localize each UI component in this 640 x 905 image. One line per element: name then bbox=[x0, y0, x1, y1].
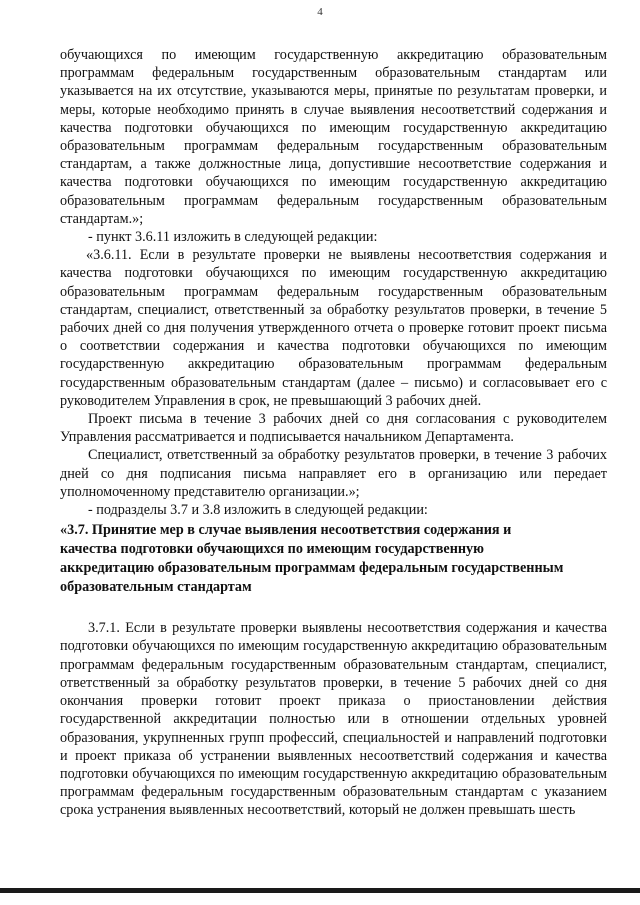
paragraph-3-7-1: 3.7.1. Если в результате проверки выявлены несоответствия содержания и качества подготовки обучающихся по имеющим государственную аккредитацию образовательным программам федеральным государственным образовательным стандартам, специалист, ответственный за обработку результатов проверки, в течение 5 рабочих дней со дня окончания проверки готовит проект приказа о приостановлении действия государственной аккредитации полностью или в отношении отдельных уровней образования, укрупненных групп профессий, специальностей и направлений подготовки и проект приказа об устранении выявленных несоответствий содержания и качества подготовки обучающихся по имеющим государственную аккредитацию образовательным программам федеральным государственным образовательным стандартам с указанием срока устранения выявленных несоответствий, который не должен превышать шесть bbox=[60, 620, 607, 819]
heading-line: качества подготовки обучающихся по имеющим государственную bbox=[60, 541, 484, 558]
heading-line: образовательным стандартам bbox=[60, 579, 252, 596]
paragraph-3-6-11: «3.6.11. Если в результате проверки не выявлены несоответствия содержания и качества подготовки обучающихся по имеющим государственную аккредитацию образовательным программам федеральным государственным образовательным стандартам, специалист, ответственный за обработку результатов проверки, в течение 5 рабочих дней со дня получения утвержденного отчета о проверке готовит проект письма о соответствии содержания и качества подготовки обучающихся по имеющим государственную аккредитацию образовательным программам федеральным государственным образовательным стандартам (далее – письмо) и согласовывает его с руководителем Управления в срок, не превышающий 3 рабочих дней. bbox=[60, 247, 607, 409]
heading-line: аккредитацию образовательным программам федеральным государственным bbox=[60, 560, 564, 577]
paragraph-letter-review: Проект письма в течение 3 рабочих дней со дня согласования с руководителем Управления рассматривается и подписывается начальником Департамента. bbox=[60, 411, 607, 446]
paragraph-amendment-3-6-11: - пункт 3.6.11 изложить в следующей редакции: bbox=[88, 229, 378, 246]
paragraph-letter-send: Специалист, ответственный за обработку результатов проверки, в течение 3 рабочих дней со дня подписания письма направляет его в организацию или передает уполномоченному представителю организации.»; bbox=[60, 447, 607, 500]
heading-line: «3.7. Принятие мер в случае выявления несоответствия содержания и bbox=[60, 522, 512, 539]
paragraph-amendment-3-7-3-8: - подразделы 3.7 и 3.8 изложить в следующей редакции: bbox=[88, 502, 428, 519]
section-heading-3-7 bbox=[60, 521, 607, 597]
page-number: 4 bbox=[317, 6, 323, 18]
paragraph-continuation: обучающихся по имеющим государственную аккредитацию образовательным программам федеральным государственным образовательным стандартам или указывается на их отсутствие, указываются меры, принятые по результатам проверки, и меры, которые необходимо принять в случае выявления несоответствий содержания и качества подготовки обучающихся по имеющим государственную аккредитацию образовательным программам федеральным государственным образовательным стандартам, а также должностные лица, допустившие несоответствие содержания и качества подготовки обучающихся по имеющим государственную аккредитацию образовательным программам федеральным государственным образовательным стандартам.»; bbox=[60, 47, 607, 227]
document-body bbox=[60, 46, 607, 820]
scan-bottom-border bbox=[0, 888, 640, 893]
